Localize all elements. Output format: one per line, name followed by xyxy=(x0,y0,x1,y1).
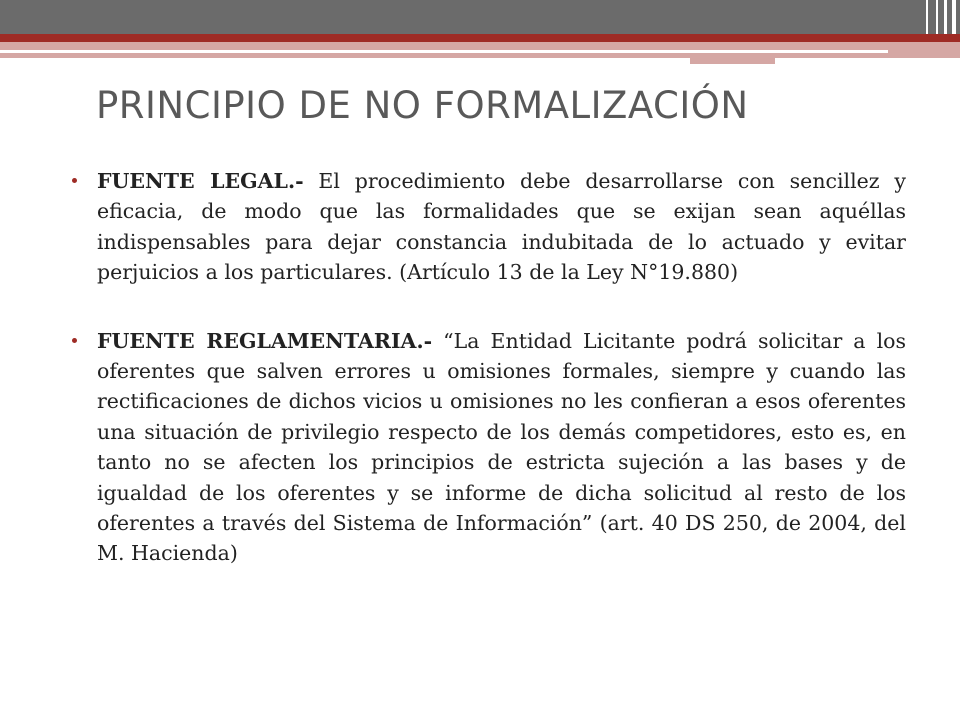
bullet-fuente-reglamentaria xyxy=(72,326,906,569)
bullet-text: “La Entidad Licitante podrá solicitar a los oferentes que salven errores u omisiones formales, siempre y cuando las rectificaciones de dichos vicios u omisiones no les confieran a esos oferentes una situación de privilegio respecto de los demás competidores, esto es, en tanto no se afecten los principios de estricta sujeción a las bases y de igualdad de los oferentes y se informe de dicha solicitud al resto de los oferentes a través del Sistema de Información” (art. 40 DS 250, de 2004, del M. Hacienda) xyxy=(97,328,907,566)
bullet-dot-icon xyxy=(72,338,77,343)
header-divider-line xyxy=(0,50,888,53)
bullet-label: FUENTE LEGAL.- xyxy=(97,169,304,193)
header-gray-bar xyxy=(0,0,960,34)
header-red-bar xyxy=(0,34,960,42)
header-pink-stub xyxy=(690,58,775,64)
bullet-label: FUENTE REGLAMENTARIA.- xyxy=(97,328,433,353)
header-pink-gap xyxy=(775,58,960,64)
bullet-fuente-legal xyxy=(72,166,906,288)
slide-title: PRINCIPIO DE NO FORMALIZACIÓN xyxy=(96,84,749,127)
header-vertical-stripes xyxy=(922,0,960,58)
bullet-list xyxy=(72,166,906,607)
bullet-text: El procedimiento debe desarrollarse con sencillez y eficacia, de modo que las formalidades que se exijan sean aquéllas indispensables para dejar constancia indubitada de lo actuado y evitar perjuicios a los particulares. (Artículo 13 de la Ley N°19.880) xyxy=(97,169,906,285)
bullet-dot-icon xyxy=(72,178,77,183)
